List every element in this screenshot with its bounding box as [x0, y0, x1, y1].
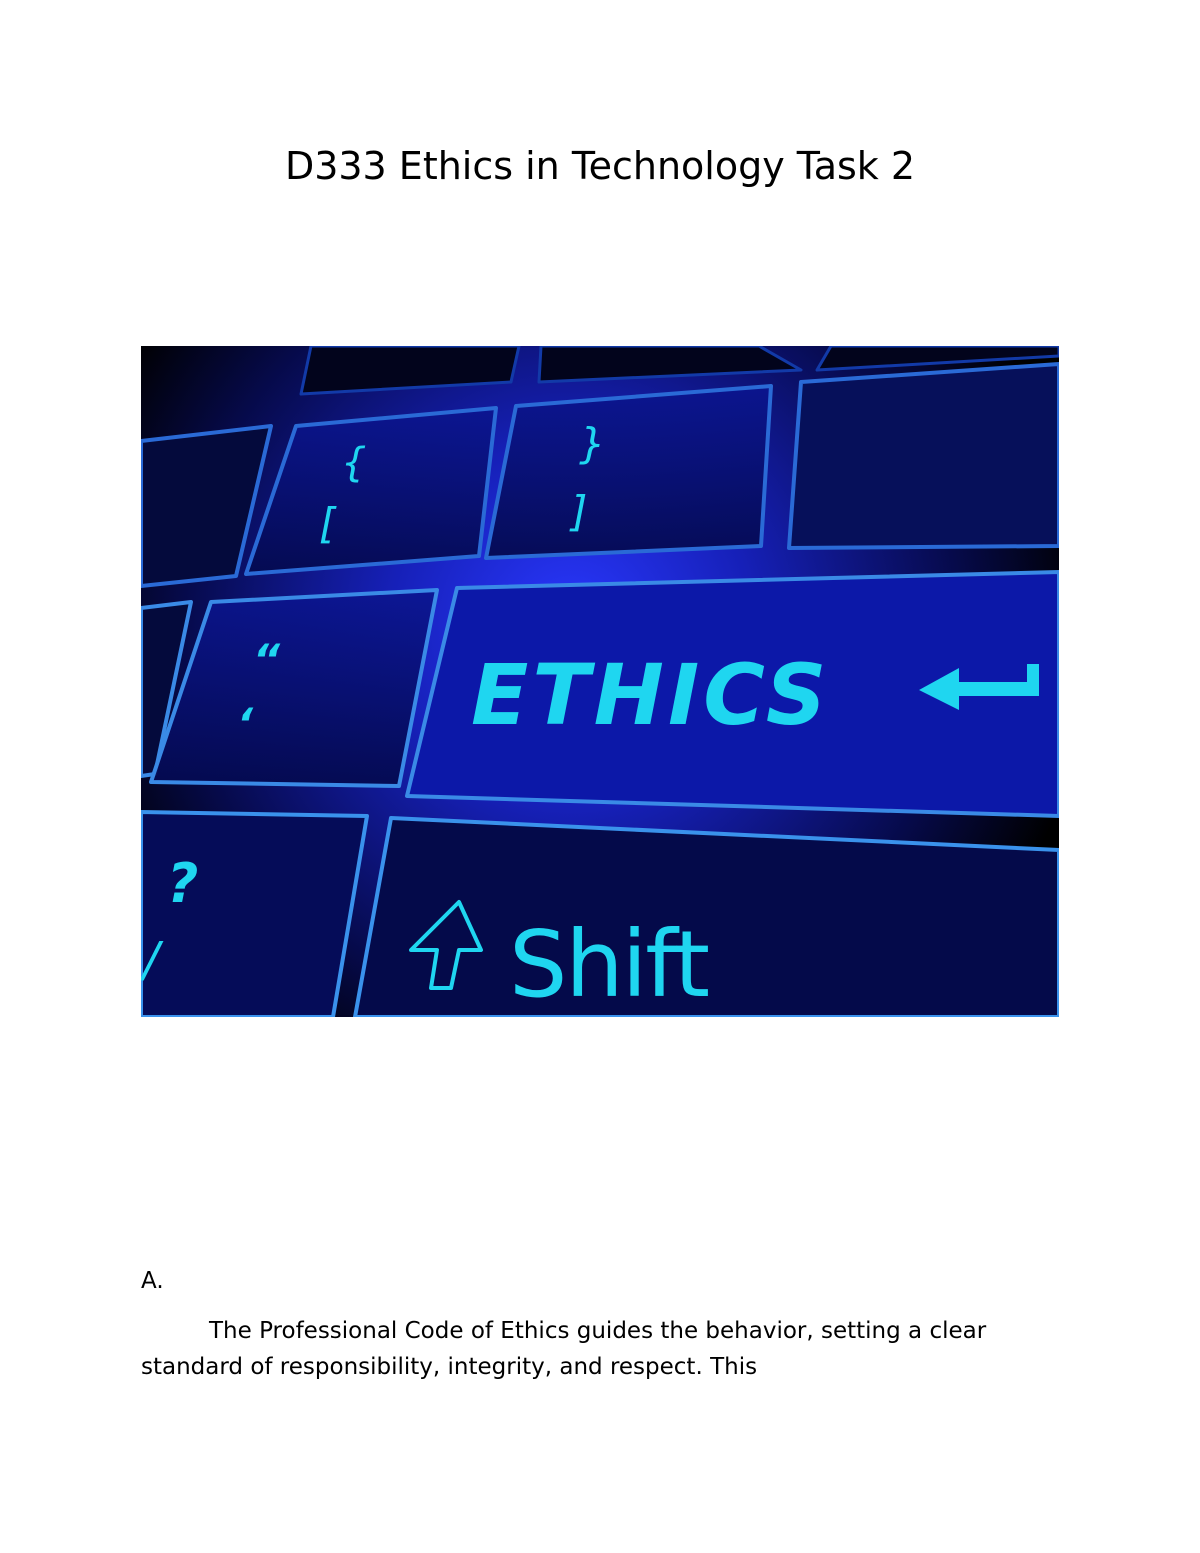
key-shift-label: Shift [509, 911, 709, 1017]
key-bracket-close: ] [571, 487, 588, 536]
key-bracket-open: [ [319, 499, 336, 548]
key-brace-open: { [341, 440, 367, 486]
key-brace-close: } [579, 419, 606, 468]
key-quote: “ [253, 635, 281, 684]
key-slash: / [143, 932, 160, 988]
ethics-keyboard-image [141, 346, 1059, 1017]
body-paragraph: The Professional Code of Ethics guides the behavior, setting a clear standard of responsibility, integrity, and respect. This [141, 1318, 987, 1380]
section-label: A. [141, 1268, 164, 1294]
key-ethics-label: ETHICS [471, 646, 831, 744]
key-question: ? [167, 852, 199, 915]
key-apostrophe: ‘ [237, 699, 253, 748]
keyboard-illustration [141, 346, 1059, 1017]
document-title: D333 Ethics in Technology Task 2 [284, 144, 916, 188]
